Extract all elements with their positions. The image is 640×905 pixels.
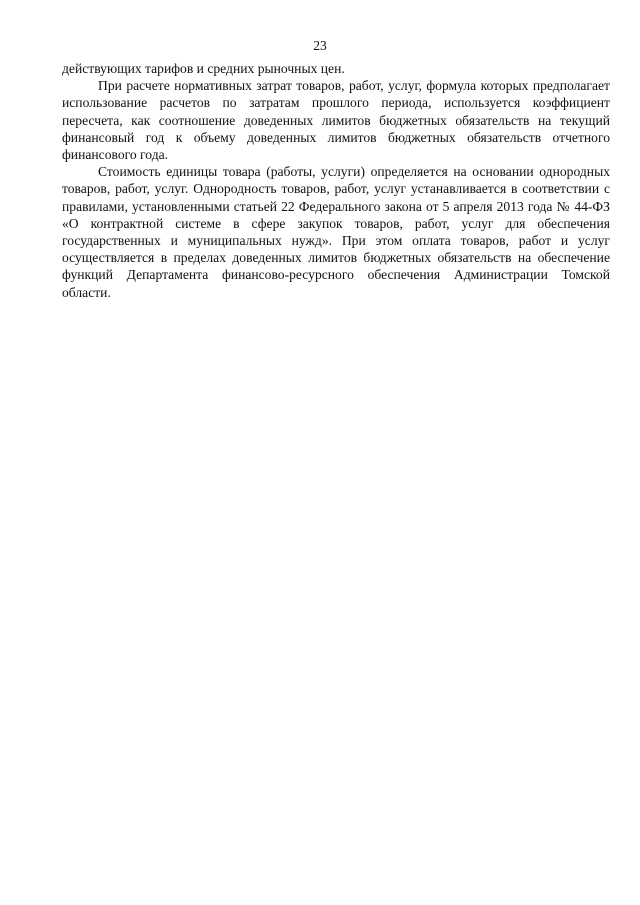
paragraph-continuation: действующих тарифов и средних рыночных цен. <box>62 61 345 76</box>
paragraph-recalculation-coefficient: При расчете нормативных затрат товаров, работ, услуг, формула которых предполагает использование расчетов по затратам прошлого периода, используется коэффициент пересчета, как соотношение доведенных лимитов бюджетных обязательств на текущий финансовый год к объему доведенных лимитов бюджетных обязательств отчетного финансового года. <box>62 78 610 163</box>
document-body <box>62 60 610 301</box>
paragraph-unit-cost: Стоимость единицы товара (работы, услуги) определяется на основании однородных товаров, работ, услуг. Однородность товаров, работ, услуг устанавливается в соответствии с правилами, установленными статьей 22 Федерального закона от 5 апреля 2013 года № 44-ФЗ «О контрактной системе в сфере закупок товаров, работ, услуг для обеспечения государственных и муниципальных нужд». При этом оплата товаров, работ и услуг осуществляется в пределах доведенных лимитов бюджетных обязательств на обеспечение функций Департамента финансово-ресурсного обеспечения Администрации Томской области. <box>62 164 610 300</box>
page-number: 23 <box>313 38 327 53</box>
